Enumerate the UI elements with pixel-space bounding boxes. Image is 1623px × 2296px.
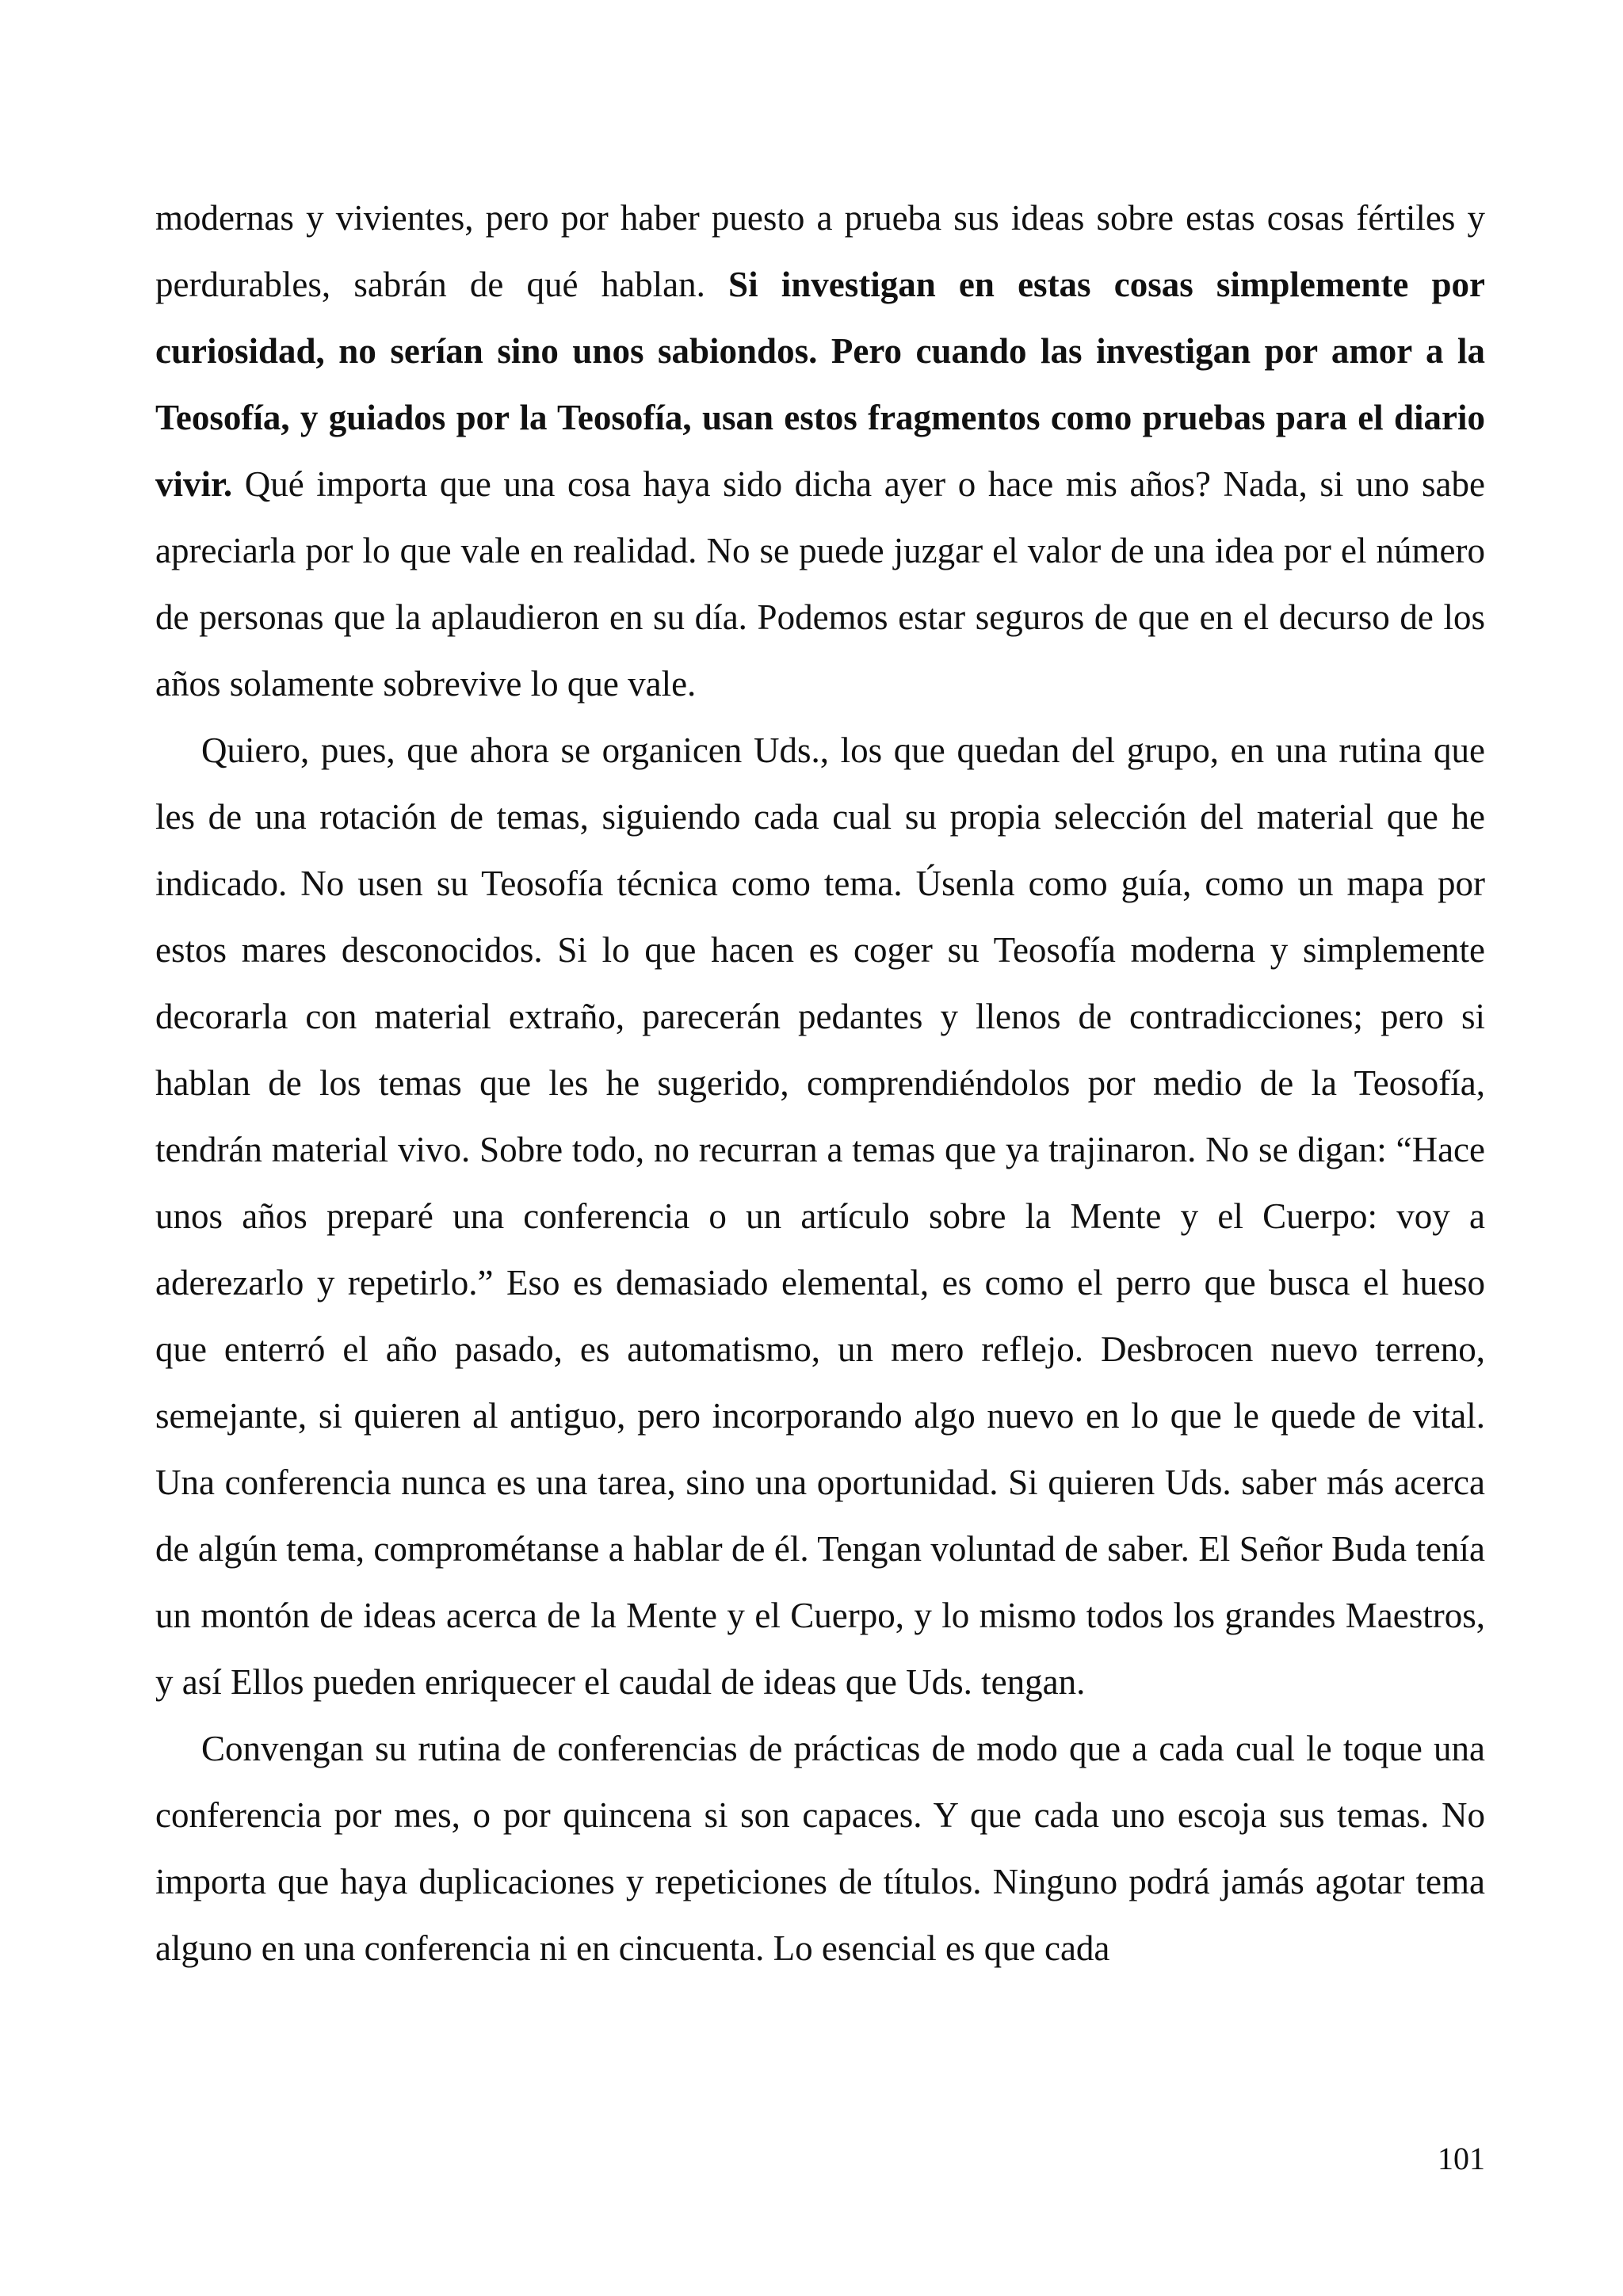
paragraph-1-text-b: Qué importa que una cosa haya sido dicha ayer o hace mis años? Nada, si uno sabe apreciarla por lo que vale en realidad. No se puede juzgar el valor de una idea por el número de personas que la aplaudieron en su día. Podemos estar seguros de que en el decurso de los años solamente sobrevive lo que vale. [155, 464, 1485, 704]
paragraph-1-bold-text: Si investigan en estas cosas simplemente por curiosidad, no serían sino unos sabiondos. Pero cuando las investigan por amor a la Teosofía, y guiados por la Teosofía, usan estos fragmentos como pruebas para el diario vivir. [155, 265, 1485, 504]
paragraph-1 [155, 185, 1485, 717]
paragraph-2-text: Quiero, pues, que ahora se organicen Uds., los que quedan del grupo, en una rutina que les de una rotación de temas, siguiendo cada cual su propia selección del material que he indicado. No usen su Teosofía técnica como tema. Úsenla como guía, como un mapa por estos mares desconocidos. Si lo que hacen es coger su Teosofía moderna y simplemente decorarla con material extraño, parecerán pedantes y llenos de contradicciones; pero si hablan de los temas que les he sugerido, comprendiéndolos por medio de la Teosofía, tendrán material vivo. Sobre todo, no recurran a temas que ya trajinaron. No se digan: “Hace unos años preparé una conferencia o un artículo sobre la Mente y el Cuerpo: voy a aderezarlo y repetirlo.” Eso es demasiado elemental, es como el perro que busca el hueso que enterró el año pasado, es automatismo, un mero reflejo. Desbrocen nuevo terreno, semejante, si quieren al antiguo, pero incorporando algo nuevo en lo que le quede de vital. Una conferencia nunca es una tarea, sino una oportunidad. Si quieren Uds. saber más acerca de algún tema, comprométanse a hablar de él. Tengan voluntad de saber. El Señor Buda tenía un montón de ideas acerca de la Mente y el Cuerpo, y lo mismo todos los grandes Maestros, y así Ellos pueden enriquecer el caudal de ideas que Uds. tengan. [155, 730, 1485, 1702]
paragraph-1-text-a: modernas y vivientes, pero por haber puesto a prueba sus ideas sobre estas cosas fértiles y perdurables, sabrán de qué hablan. [155, 198, 1485, 304]
page-number: 101 [1438, 2141, 1485, 2176]
paragraph-3 [155, 1715, 1485, 1981]
paragraph-3-text: Convengan su rutina de conferencias de prácticas de modo que a cada cual le toque una conferencia por mes, o por quincena si son capaces. Y que cada uno escoja sus temas. No importa que haya duplicaciones y repeticiones de títulos. Ninguno podrá jamás agotar tema alguno en una conferencia ni en cincuenta. Lo esencial es que cada [155, 1729, 1485, 1968]
paragraph-2 [155, 717, 1485, 1715]
body-text [155, 185, 1485, 1981]
